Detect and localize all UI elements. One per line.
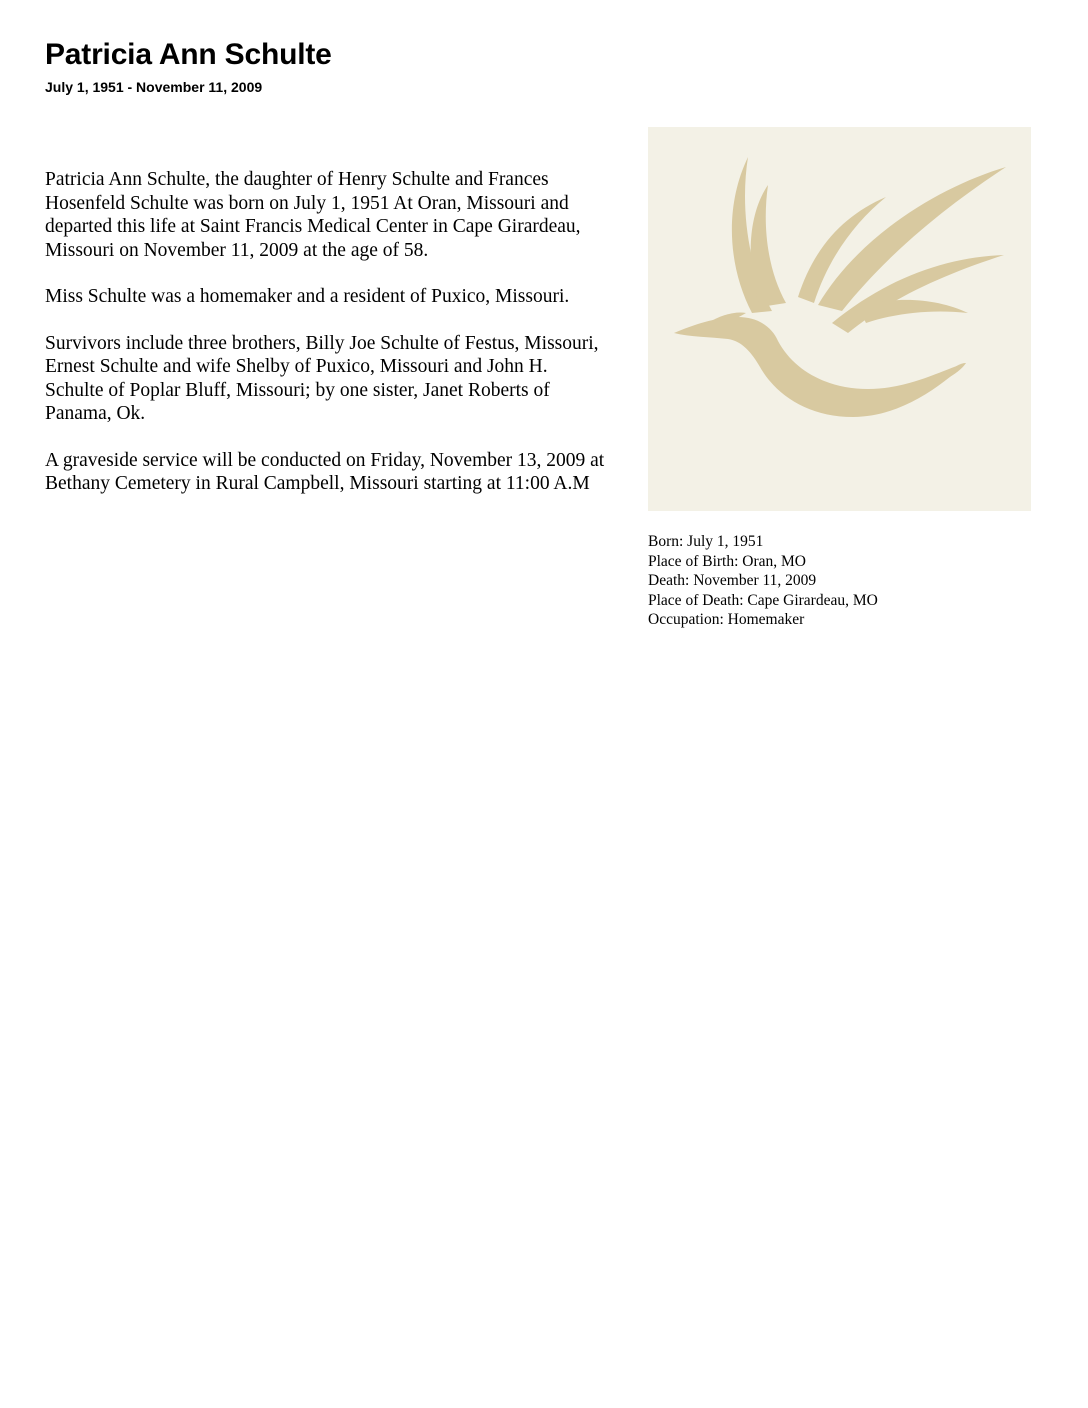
- page-title: Patricia Ann Schulte: [45, 38, 332, 71]
- dove-body: [674, 317, 966, 417]
- obituary-paragraph: Miss Schulte was a homemaker and a resident of Puxico, Missouri.: [45, 286, 570, 307]
- dove-wing-feather: [751, 185, 786, 307]
- fact-born: Born: July 1, 1951: [648, 533, 764, 550]
- obituary-text: [45, 168, 610, 519]
- fact-place-of-birth: Place of Birth: Oran, MO: [648, 552, 806, 570]
- fact-death: Death: November 11, 2009: [648, 572, 817, 590]
- life-dates: July 1, 1951 - November 11, 2009: [45, 79, 263, 95]
- fact-place-of-death: Place of Death: Cape Girardeau, MO: [648, 591, 878, 609]
- memorial-image: [648, 127, 1031, 511]
- dove-wing-feather: [858, 300, 968, 323]
- dove-icon: [648, 127, 1031, 511]
- obituary-header: [45, 36, 332, 96]
- obituary-paragraph: Patricia Ann Schulte, the daughter of Henry Schulte and Frances Hosenfeld Schulte was born on July 1, 1951 At Oran, Missouri and departed this life at Saint Francis Medical Center in Cape Girardeau, Missouri on November 11, 2009 at the age of 58.: [45, 169, 581, 261]
- fact-occupation: Occupation: Homemaker: [648, 611, 805, 629]
- obituary-paragraph: Survivors include three brothers, Billy Joe Schulte of Festus, Missouri, Ernest Schulte and wife Shelby of Puxico, Missouri and John H. Schulte of Poplar Bluff, Missouri; by one sister, Janet Roberts of Panama, Ok.: [45, 332, 599, 424]
- obituary-paragraph: A graveside service will be conducted on Friday, November 13, 2009 at Bethany Cemetery in Rural Campbell, Missouri starting at 11:00 A.M: [45, 449, 605, 494]
- vital-facts: [648, 532, 878, 630]
